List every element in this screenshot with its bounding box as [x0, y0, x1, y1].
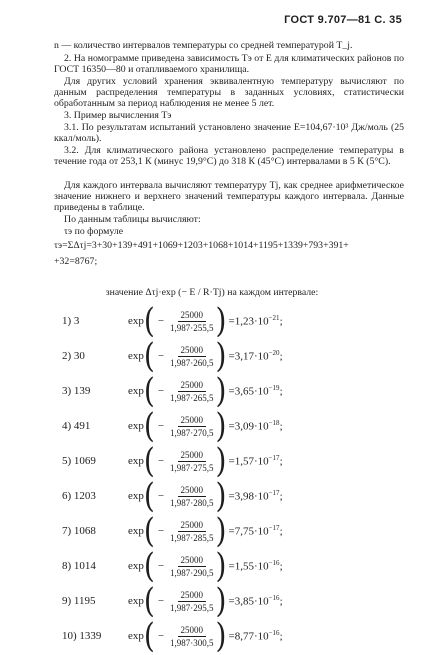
left-paren: ( — [143, 475, 155, 516]
minus-sign: − — [157, 630, 165, 642]
minus-sign: − — [157, 525, 165, 537]
minus-sign: − — [157, 595, 165, 607]
row-expression — [128, 615, 283, 655]
exp-label: exp — [128, 315, 144, 327]
left-paren: ( — [143, 300, 155, 341]
fraction: $\frac{25000}{1,987\cdot 295,5}$ — [170, 589, 214, 613]
right-paren: ) — [215, 615, 227, 655]
right-paren: ) — [215, 580, 227, 621]
formula-sum-result: +32=8767; — [54, 256, 98, 267]
exp-label: exp — [128, 350, 144, 362]
exp-label: exp — [128, 490, 144, 502]
right-paren: ) — [215, 440, 227, 481]
left-paren: ( — [143, 405, 155, 446]
minus-sign: − — [157, 490, 165, 502]
left-paren: ( — [143, 615, 155, 655]
row-result: $=3,85\cdot 10^{-16}$; — [228, 594, 283, 608]
row-expression — [128, 405, 283, 446]
minus-sign: − — [157, 315, 165, 327]
row-result: $=8,77\cdot 10^{-16}$; — [228, 629, 283, 643]
row-result: $=1,23\cdot 10^{-21}$; — [228, 314, 283, 328]
fraction: $\frac{25000}{1,987\cdot 260,5}$ — [170, 344, 214, 368]
row-expression — [128, 370, 283, 411]
paragraph-formula-label: τэ по формуле — [64, 226, 124, 237]
row-result: $=1,57\cdot 10^{-17}$; — [228, 454, 283, 468]
paragraph-interval-temperature: Для каждого интервала вычисляют температуру Tj, как среднее арифметическое значение нижнего и верхнего значений температуры каждого интервала. Данные приведены в таблице. — [54, 180, 404, 214]
row-number: 9) 1195 — [62, 595, 96, 607]
row-expression — [128, 300, 283, 341]
right-paren: ) — [215, 335, 227, 376]
row-number: 10) 1339 — [62, 630, 102, 642]
minus-sign: − — [157, 560, 165, 572]
row-expression — [128, 335, 283, 376]
exp-label: exp — [128, 525, 144, 537]
row-number: 2) 30 — [62, 350, 85, 362]
paragraph-table-calc: По данным таблицы вычисляют: — [64, 214, 201, 225]
fraction: $\frac{25000}{1,987\cdot 290,5}$ — [170, 554, 214, 578]
right-paren: ) — [215, 405, 227, 446]
formula-sum: τэ=ΣΔτj=3+30+139+491+1069+1203+1068+1014+1195+1339+793+391+ — [54, 240, 349, 251]
left-paren: ( — [143, 545, 155, 586]
left-paren: ( — [143, 370, 155, 411]
fraction: $\frac{25000}{1,987\cdot 300,5}$ — [170, 624, 214, 648]
row-expression — [128, 440, 283, 481]
right-paren: ) — [215, 475, 227, 516]
row-result: $=1,55\cdot 10^{-16}$; — [228, 559, 283, 573]
minus-sign: − — [157, 420, 165, 432]
right-paren: ) — [215, 370, 227, 411]
exp-label: exp — [128, 385, 144, 397]
row-number: 4) 491 — [62, 420, 91, 432]
paragraph-example-heading: 3. Пример вычисления Tэ — [64, 110, 172, 121]
right-paren: ) — [215, 300, 227, 341]
fraction: $\frac{25000}{1,987\cdot 285,5}$ — [170, 519, 214, 543]
right-paren: ) — [215, 510, 227, 551]
paragraph-other-conditions: Для других условий хранения эквивалентную температуру вычисляют по данным распределения температуры в заданных условиях, статистически обработанным за период наблюдения не менее 5 лет. — [54, 76, 404, 110]
exp-label: exp — [128, 420, 144, 432]
exp-label: exp — [128, 595, 144, 607]
exp-label: exp — [128, 455, 144, 467]
fraction: $\frac{25000}{1,987\cdot 270,5}$ — [170, 414, 214, 438]
row-expression — [128, 580, 283, 621]
row-result: $=3,65\cdot 10^{-19}$; — [228, 384, 283, 398]
row-expression — [128, 475, 283, 516]
row-result: $=3,17\cdot 10^{-20}$; — [228, 349, 283, 363]
row-expression — [128, 510, 283, 551]
left-paren: ( — [143, 440, 155, 481]
row-expression — [128, 545, 283, 586]
formula-intro: значение Δτj·exp (− E / R·Tj) на каждом интервале: — [105, 287, 319, 298]
left-paren: ( — [143, 510, 155, 551]
minus-sign: − — [157, 455, 165, 467]
fraction: $\frac{25000}{1,987\cdot 265,5}$ — [170, 379, 214, 403]
right-paren: ) — [215, 545, 227, 586]
row-number: 6) 1203 — [62, 490, 96, 502]
row-number: 5) 1069 — [62, 455, 96, 467]
row-number: 1) 3 — [62, 315, 80, 327]
minus-sign: − — [157, 350, 165, 362]
paragraph-n-definition: n — количество интервалов температуры со средней температурой T_j. — [54, 40, 353, 51]
exp-label: exp — [128, 560, 144, 572]
left-paren: ( — [143, 580, 155, 621]
fraction: $\frac{25000}{1,987\cdot 280,5}$ — [170, 484, 214, 508]
row-result: $=7,75\cdot 10^{-17}$; — [228, 524, 283, 538]
left-paren: ( — [143, 335, 155, 376]
exp-label: exp — [128, 630, 144, 642]
row-result: $=3,98\cdot 10^{-17}$; — [228, 489, 283, 503]
paragraph-nomogram: 2. На номограмме приведена зависимость Tэ от E для климатических районов по ГОСТ 16350—80 и отапливаемого хранилища. — [54, 53, 404, 76]
row-result: $=3,09\cdot 10^{-18}$; — [228, 419, 283, 433]
page-header: ГОСТ 9.707—81 С. 35 — [284, 14, 402, 26]
minus-sign: − — [157, 385, 165, 397]
fraction: $\frac{25000}{1,987\cdot 255,5}$ — [170, 309, 214, 333]
row-number: 3) 139 — [62, 385, 91, 397]
row-number: 8) 1014 — [62, 560, 96, 572]
row-number: 7) 1068 — [62, 525, 96, 537]
fraction: $\frac{25000}{1,987\cdot 275,5}$ — [170, 449, 214, 473]
paragraph-test-results: 3.1. По результатам испытаний установлено значение E=104,67·10³ Дж/моль (25 ккал/моль). — [54, 122, 404, 145]
paragraph-temperature-distribution: 3.2. Для климатического района установлено распределение температуры в течение года от 253,1 К (минус 19,9°С) до 318 К (45°С) интервалами в 5 К (5°С). — [54, 145, 404, 168]
